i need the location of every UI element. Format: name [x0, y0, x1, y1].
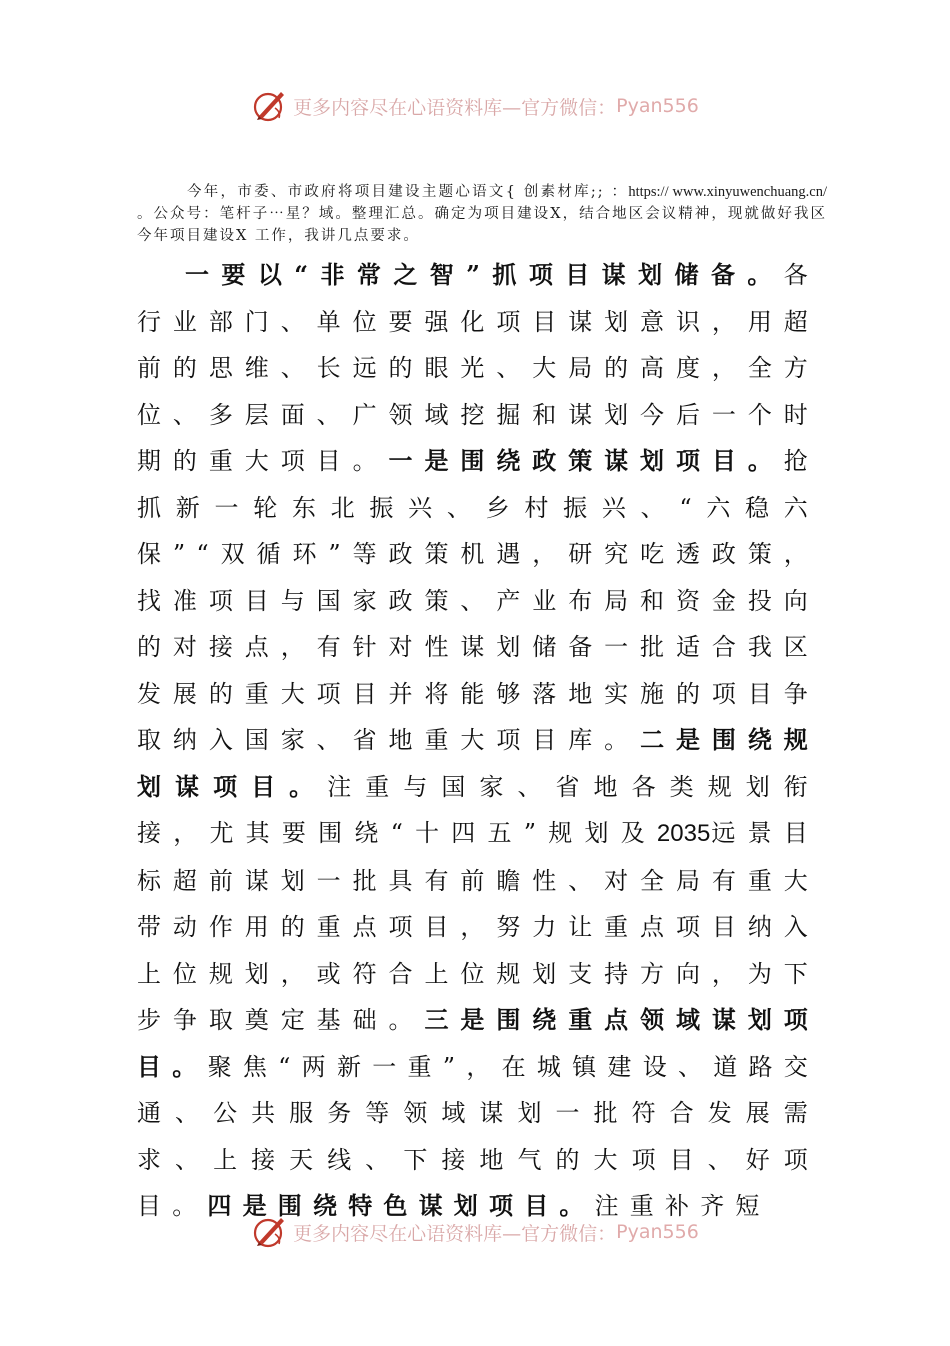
subheading-4: 四是围绕特色谋划项目。 — [207, 1191, 595, 1220]
watermark-text: 更多内容尽在心语资料库—官方微信： — [293, 1222, 617, 1245]
year-2035: 2035 — [656, 820, 711, 847]
text-3b: 远景目标超前谋划一批具有前瞻性、对全局有重大带动作用的重点项目，努力让重点项目纳入上位规划，或符合上位规划支持方向，为下步争取奠定基础。 — [137, 819, 819, 1034]
intro-text-1: 今年，市委、市政府将项目建设主题心语文{ 创素材库;; ： — [187, 184, 629, 200]
watermark-header — [0, 86, 950, 126]
pen-logo-icon — [251, 1214, 289, 1250]
intro-text-2: 。公众号：笔杆子⋯星？域。整理汇总。确定为项目建设X，结合地区会议精神，现就做好我区今年项目建设X 工作，我讲几点要求。 — [137, 206, 827, 244]
main-paragraph — [137, 252, 819, 1230]
heading-1: 一要以“非常之智”抓项目谋划储备。 — [185, 260, 784, 289]
watermark-wechat-id: Pyan556 — [616, 95, 699, 117]
subheading-2: 二是围绕规划谋项目。 — [137, 725, 819, 801]
text-4: 聚焦“两新一重”，在城镇建设、道路交通、公共服务等领域谋划一批符合发展需求、上接天线、下接地气的大项目、好项目。 — [137, 1052, 820, 1220]
text-5: 注重补齐短 — [594, 1192, 771, 1220]
intro-url: https:// www.xinyuwenchuang.cn/ — [628, 184, 828, 200]
subheading-3: 三是围绕重点领域谋划项目。 — [137, 1005, 819, 1081]
watermark-footer — [0, 1212, 950, 1252]
text-1: 各行业部门、单位要强化项目谋划意识，用超前的思维、长远的眼光、大局的高度，全方位、多层面、广领域挖掘和谋划今后一个时期的重大项目。 — [137, 261, 819, 475]
text-2: 抢抓新一轮东北振兴、乡村振兴、“六稳六保”“双循环”等政策机遇，研究吃透政策，找准项目与国家政策、产业布局和资金投向的对接点，有针对性谋划储备一批适合我区发展的重大项目并将能够落地实施的项目争取纳入国家、省地重大项目库。 — [137, 447, 819, 754]
subheading-1: 一是围绕政策谋划项目。 — [388, 446, 784, 475]
pen-logo-icon — [251, 88, 289, 124]
watermark-wechat-id: Pyan556 — [616, 1221, 699, 1243]
text-3a: 注重与国家、省地各类规划衔接，尤其要围绕“十四五”规划及 — [137, 772, 819, 847]
watermark-text: 更多内容尽在心语资料库—官方微信： — [293, 96, 617, 119]
intro-paragraph — [137, 181, 827, 247]
